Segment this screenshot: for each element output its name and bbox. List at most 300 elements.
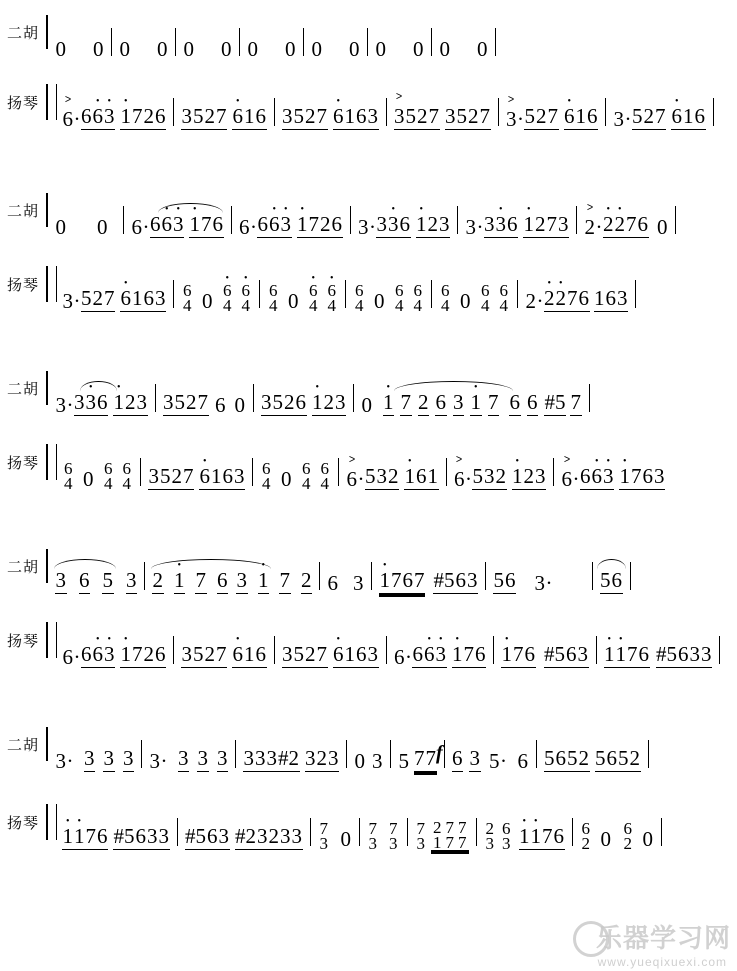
measure [160, 392, 249, 416]
note: 5 [81, 286, 92, 310]
note: 3 [372, 749, 383, 773]
note: 3 [136, 390, 147, 414]
double-stop: 6 4 [104, 459, 113, 493]
note: 7 [316, 104, 327, 128]
note: 0 [285, 37, 296, 61]
dynamic-marking-forte: f [436, 742, 443, 764]
note: 0 [340, 827, 351, 851]
measure [52, 39, 107, 60]
barline [675, 206, 676, 234]
note: 3 [353, 571, 364, 595]
note: 1 • [452, 644, 464, 668]
note: > 3 [394, 106, 406, 130]
note: 2 [125, 390, 136, 414]
double-stop: 6 4 [441, 281, 450, 315]
note: 3 • [173, 214, 185, 238]
note: 6 [637, 212, 648, 236]
note: 6 [509, 390, 520, 414]
staff-brace [46, 444, 57, 480]
measure-list [59, 74, 737, 130]
note: 6 [587, 104, 598, 128]
note: 0 [157, 37, 168, 61]
system-4-erhu-staff [0, 538, 737, 594]
note: 3 [197, 746, 208, 770]
barline [498, 98, 499, 126]
measure [178, 644, 270, 668]
measure [391, 644, 490, 668]
note: 7 [479, 104, 490, 128]
measure [149, 570, 315, 594]
measure [498, 644, 592, 668]
measure [59, 826, 173, 850]
note: 0 [657, 215, 668, 239]
measure [279, 106, 382, 130]
note: 0 [354, 749, 365, 773]
note: 3 [445, 104, 456, 128]
measure [343, 466, 442, 490]
note: 2 [418, 390, 429, 414]
note: 2 • [544, 288, 556, 312]
note: 3 [147, 824, 158, 848]
measure [412, 818, 472, 853]
note: 6 • [92, 644, 104, 668]
measure [59, 644, 169, 668]
note: 3 [467, 568, 478, 592]
note: 7 [626, 212, 637, 236]
barline [252, 458, 253, 486]
note: 3 [217, 746, 228, 770]
measure [436, 281, 513, 315]
note: 7 [201, 212, 212, 236]
measure-list [52, 538, 737, 594]
note: 1 [683, 104, 694, 128]
double-stop: 6 4 [122, 459, 131, 493]
double-stop: 6 4 [262, 459, 271, 493]
note: #2 [278, 746, 299, 770]
note: 6 [642, 464, 653, 488]
measure [558, 466, 668, 490]
staff-brace [46, 84, 57, 120]
note: 3 [469, 746, 480, 770]
barline [648, 740, 649, 768]
note: 3 [74, 390, 85, 414]
double-stop: 6 4 [320, 459, 329, 493]
note: > 6 [561, 469, 573, 490]
double-stop: 7 3 [389, 819, 398, 853]
measure-list [52, 716, 737, 772]
augmentation-dot: · [545, 571, 553, 595]
note: #5 [433, 568, 455, 592]
note: 6 [257, 212, 268, 236]
staff-start-barline [46, 371, 48, 405]
barline [431, 28, 432, 56]
note: 1 • [62, 826, 74, 850]
note: 1 • [74, 826, 86, 850]
measure-list [59, 434, 737, 493]
note: 6 [155, 104, 166, 128]
measure-list [59, 256, 737, 315]
staff-brace [46, 622, 57, 658]
note: 3 [234, 464, 245, 488]
double-stop: 6 4 • [326, 283, 339, 313]
measure [258, 392, 350, 416]
barline [141, 740, 142, 768]
augmentation-dot: · [142, 215, 150, 239]
note: 0 [477, 37, 488, 61]
note: 7 [391, 568, 402, 592]
note: 0 [374, 289, 385, 313]
measure [59, 459, 136, 493]
note: 5 [456, 104, 467, 128]
note: 7 [567, 286, 578, 310]
measure [391, 106, 494, 130]
note: 3 [558, 212, 569, 236]
note: 7 [197, 390, 208, 414]
augmentation-dot: · [572, 467, 580, 491]
note: 6 [79, 568, 90, 592]
watermark-url: www.yueqixuexi.com [597, 955, 727, 969]
note: > 6 [62, 109, 74, 130]
note: 3 [376, 464, 387, 488]
note: 6 [399, 212, 410, 236]
note: 5 [524, 104, 535, 128]
note: 1 [344, 104, 355, 128]
measure [279, 644, 382, 668]
note: 1 • [615, 644, 627, 668]
note: 6 • [92, 106, 104, 130]
note: 3 [178, 746, 189, 770]
note: 1 • [519, 826, 531, 850]
barline [140, 458, 141, 486]
note: 1 • [501, 644, 513, 668]
barline [338, 458, 339, 486]
note: 7 [216, 104, 227, 128]
note: 6 [566, 642, 577, 666]
note: 1 • [189, 214, 201, 238]
note: 7 [400, 390, 411, 414]
note: 1 [594, 286, 605, 310]
note: 2 [629, 746, 640, 770]
barline [175, 28, 176, 56]
double-stop: 6 4 [302, 459, 311, 493]
note: 3 • [388, 214, 400, 238]
note: 5 [544, 746, 555, 770]
augmentation-dot: · [66, 393, 74, 417]
double-stop: 6 4 [355, 281, 364, 315]
note: 2 [305, 104, 316, 128]
note: 5 [293, 642, 304, 666]
system-5-yangqin-staff [0, 794, 737, 853]
note: 2 [427, 212, 438, 236]
note: 1 • [258, 570, 270, 594]
instrument-label-erhu: 二胡 [6, 380, 39, 398]
note: 0 [55, 37, 66, 61]
augmentation-dot: · [73, 289, 81, 313]
note: 2 [535, 212, 546, 236]
note: 3 [534, 571, 545, 595]
note: 0 [97, 215, 108, 239]
note: 2 [525, 289, 536, 313]
double-stop: 6 4 [183, 281, 192, 315]
measure [116, 39, 171, 60]
note: 0 [93, 37, 104, 61]
measure [376, 570, 481, 594]
measure [59, 106, 169, 130]
note: 6 [207, 824, 218, 848]
note: 2 • [614, 214, 626, 238]
barline [661, 818, 662, 846]
double-stop: 6 4 [64, 459, 73, 493]
measure [449, 748, 532, 772]
note: 3 [453, 390, 464, 414]
note: 2 [388, 464, 399, 488]
note: 5 [489, 749, 500, 773]
note: 3 [181, 104, 192, 128]
measure [358, 392, 585, 416]
note: 1 • [530, 826, 542, 850]
note: 6 [62, 645, 73, 669]
note: 6 [394, 645, 405, 669]
note: 6 [150, 212, 161, 236]
barline [274, 98, 275, 126]
note: 5 [600, 568, 611, 592]
barline [319, 562, 320, 590]
note: 6 [611, 568, 622, 592]
note: 1 • [416, 214, 428, 238]
note: 3 [163, 390, 174, 414]
measure [257, 459, 334, 493]
note: 7 [216, 642, 227, 666]
measure [178, 106, 270, 130]
note: 6 [356, 104, 367, 128]
note: 2 [268, 824, 279, 848]
barline [367, 28, 368, 56]
staff-start-barline [46, 727, 48, 761]
double-stop: 6 2 [623, 819, 632, 853]
instrument-label-erhu: 二胡 [6, 558, 39, 576]
staff-brace [46, 266, 57, 302]
note: > 6 [454, 469, 466, 490]
note: 5 [472, 464, 483, 488]
measure [178, 281, 255, 315]
system-4-yangqin-staff [0, 612, 737, 668]
double-stop: 6 4 • [221, 283, 234, 313]
double-stop: 6 4 [499, 281, 508, 315]
note: 6 [638, 642, 649, 666]
note: 7 [488, 390, 499, 414]
barline [177, 818, 178, 846]
measure [395, 748, 440, 772]
measure [244, 39, 299, 60]
note: 5 [567, 746, 578, 770]
measure [581, 214, 671, 238]
note: 7 [414, 746, 425, 770]
barline [713, 98, 714, 126]
note: 1 • [297, 214, 309, 238]
note: 2 [578, 746, 589, 770]
note: 7 [316, 642, 327, 666]
note: 0 [311, 37, 322, 61]
barline [359, 818, 360, 846]
measure-list [59, 794, 737, 853]
augmentation-dot: · [369, 215, 376, 239]
note: 1 • [312, 392, 324, 416]
system-3-erhu-staff [0, 360, 737, 416]
barline [235, 740, 236, 768]
note: 3 [465, 215, 476, 239]
note: 3 [689, 642, 700, 666]
note: 6 [143, 286, 154, 310]
system-5-erhu-staff [0, 716, 737, 772]
note: 3 [439, 212, 450, 236]
note: 3 • [104, 106, 116, 130]
note: 6 [416, 464, 427, 488]
instrument-label-erhu: 二胡 [6, 736, 39, 754]
note: 1 [427, 464, 438, 488]
note: 3 [155, 286, 166, 310]
measure [52, 748, 137, 772]
note: 2 [323, 390, 334, 414]
note: 5 [293, 104, 304, 128]
barline [476, 818, 477, 846]
note: > 3 [506, 109, 518, 130]
barline [517, 280, 518, 308]
double-stop: 2 1 [433, 818, 442, 852]
system-2-erhu-staff [0, 182, 737, 238]
barline [485, 562, 486, 590]
note: 0 [221, 37, 232, 61]
measure [182, 826, 306, 850]
note: #5 [656, 642, 677, 666]
system-3-yangqin-staff [0, 434, 737, 493]
note: 6 [135, 824, 146, 848]
barline [371, 562, 372, 590]
note: 0 [288, 289, 299, 313]
note: 3 [613, 107, 624, 131]
augmentation-dot: · [160, 749, 168, 773]
note: 3 [181, 642, 192, 666]
note: 3 • [85, 392, 97, 416]
barline [144, 562, 145, 590]
barline [390, 740, 391, 768]
staff-brace [46, 804, 57, 840]
note: 1 • [470, 392, 482, 416]
measure [610, 106, 709, 130]
measure [597, 570, 626, 594]
measure [240, 748, 342, 772]
note: 6 [578, 286, 589, 310]
measure [503, 106, 602, 130]
note: 3 [335, 390, 346, 414]
double-stop: 6 4 [413, 281, 422, 315]
note: 2 [468, 104, 479, 128]
system-4 [0, 538, 737, 668]
note: 3 [701, 642, 712, 666]
note: 3 [84, 746, 95, 770]
augmentation-dot: · [250, 215, 257, 239]
augmentation-dot: · [476, 215, 484, 239]
note: > 2 [584, 217, 596, 238]
measure [481, 819, 568, 853]
note: 3 [577, 642, 588, 666]
note: 7 [195, 568, 206, 592]
note: 7 [513, 642, 524, 666]
note: 2 [417, 104, 428, 128]
double-stop: 6 2 [581, 819, 590, 853]
system-1-erhu-staff [0, 4, 737, 60]
note: 3 [218, 824, 229, 848]
barline [635, 280, 636, 308]
note: 6 [435, 390, 446, 414]
note: 2 [284, 390, 295, 414]
note: 2 [536, 104, 547, 128]
note: 1 • [512, 466, 524, 490]
note: 6 [212, 212, 223, 236]
barline [353, 384, 354, 412]
note: 7 [104, 286, 115, 310]
augmentation-dot: · [465, 467, 472, 491]
note: 3 [55, 393, 66, 417]
note: 7 [547, 104, 558, 128]
note: #5 [544, 642, 565, 666]
note: 7 [279, 568, 290, 592]
note: 3 • [104, 644, 116, 668]
barline [572, 818, 573, 846]
note: > 6 [346, 469, 358, 490]
measure-list [52, 182, 737, 238]
note: 1 • [604, 644, 616, 668]
note: 0 [83, 467, 94, 491]
barline [346, 740, 347, 768]
note: 0 [413, 37, 424, 61]
note: 3 [103, 746, 114, 770]
barline [553, 458, 554, 486]
measure [145, 466, 248, 490]
note: 7 [570, 390, 581, 414]
note: 3 [484, 212, 495, 236]
note: 6 [295, 390, 306, 414]
barline [444, 740, 445, 768]
note: 6 [327, 571, 338, 595]
barline [630, 562, 631, 590]
barline [253, 384, 254, 412]
note: 7 [428, 104, 439, 128]
measure [128, 214, 227, 238]
note: 3 [617, 286, 628, 310]
note: 6 [97, 390, 108, 414]
note: 3 [358, 215, 369, 239]
slur [151, 559, 271, 569]
note: 6 [255, 104, 266, 128]
barline [259, 280, 260, 308]
measure [601, 644, 716, 668]
double-stop: 7 7 [458, 818, 467, 852]
note: 6 [580, 464, 591, 488]
note: 1 • [113, 392, 125, 416]
note: 3 [305, 746, 316, 770]
instrument-label-yangqin: 扬琴 [6, 94, 39, 112]
note: 6 [217, 568, 228, 592]
note: 0 [55, 215, 66, 239]
instrument-label-yangqin: 扬琴 [6, 454, 39, 472]
note: 6 [412, 642, 423, 666]
measure [436, 39, 491, 60]
measure [52, 570, 140, 594]
note: 6 • [671, 106, 683, 130]
note: 0 [202, 289, 213, 313]
double-stop: 6 3 [502, 819, 511, 853]
measure [146, 748, 231, 772]
